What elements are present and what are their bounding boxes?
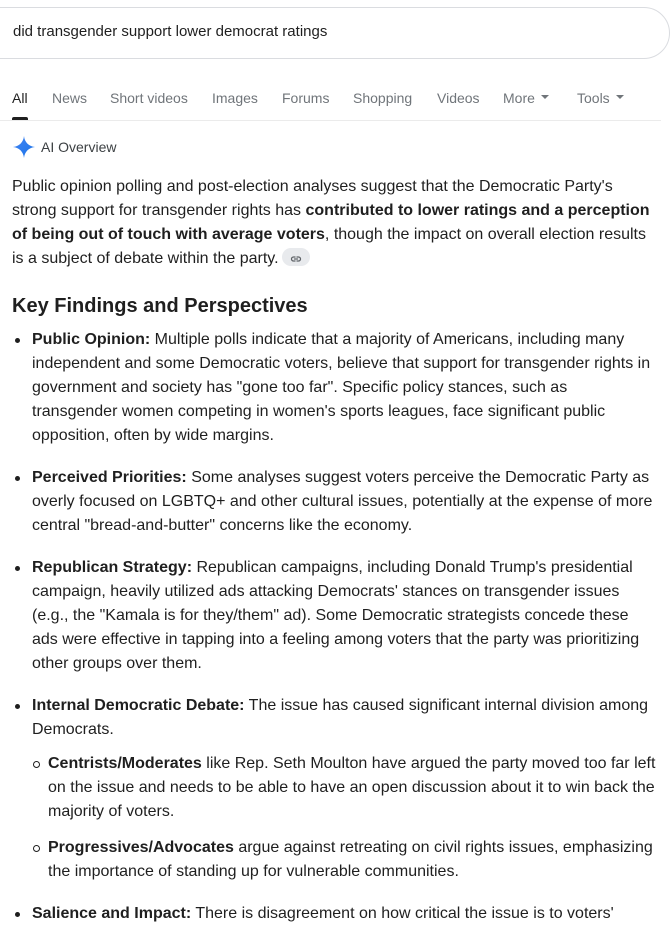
- list-item: [12, 328, 657, 448]
- tab-news[interactable]: News: [52, 90, 88, 106]
- sparkle-icon: [12, 135, 36, 159]
- finding-text: Some analyses suggest voters perceive the Democratic Party as overly focused on LGBTQ+ and other cultural issues, potentially at the expense of more central "bread-and-butter" concerns like the economy.: [32, 469, 653, 534]
- search-input[interactable]: did transgender support lower democrat ratings: [13, 23, 328, 40]
- tab-images[interactable]: Images: [212, 90, 258, 106]
- list-item: [12, 694, 657, 884]
- source-link-chip[interactable]: [282, 248, 310, 266]
- sub-list: [32, 752, 657, 884]
- summary-text-bold: contributed to lower ratings and a perception of being out of touch with average voters: [12, 202, 650, 243]
- sub-item-text: like Rep. Seth Moulton have argued the party moved too far left on the issue and needs to be able to have an open discussion about it to win back the majority of voters.: [48, 755, 656, 820]
- finding-text: There is disagreement on how critical the issue is to voters': [191, 905, 614, 922]
- list-item: [12, 556, 657, 676]
- link-icon: [290, 254, 302, 264]
- finding-text: The issue has caused significant internal division among Democrats.: [32, 697, 649, 738]
- finding-title: Salience and Impact:: [32, 905, 192, 922]
- tab-forums[interactable]: Forums: [282, 90, 330, 106]
- tab-tools[interactable]: [577, 90, 624, 106]
- finding-text: Republican campaigns, including Donald Trump's presidential campaign, heavily utilized ads attacking Democrats' stances on transgender issues (e.g., the "Kamala is for they/them" ad). Some Democratic strategists concede these ads were effective in tapping into a feeling among voters that the party was prioritizing other groups over them.: [32, 559, 640, 672]
- list-item: [12, 902, 657, 926]
- sub-list-item: [32, 752, 657, 824]
- tab-videos[interactable]: Videos: [437, 90, 480, 106]
- finding-title: Internal Democratic Debate:: [32, 697, 245, 714]
- chevron-down-icon: [541, 95, 549, 99]
- sub-item-title: Progressives/Advocates: [48, 839, 234, 856]
- tab-tools-label: Tools: [577, 90, 610, 106]
- list-item: [12, 466, 657, 538]
- finding-text: Multiple polls indicate that a majority of Americans, including many independent and some Democratic voters, believe that support for transgender rights in government and society has "gone too far". Specific policy stances, such as transgender women competing in women's sports leagues, face significant public opposition, often by wide margins.: [32, 331, 651, 444]
- chevron-down-icon: [616, 95, 624, 99]
- sub-list-item: [32, 836, 657, 884]
- summary-text-start: Public opinion polling and post-election analyses suggest that the Democratic Party's strong support for transgender rights has: [12, 178, 613, 219]
- tab-more[interactable]: [503, 90, 549, 106]
- sub-item-text: argue against retreating on civil rights issues, emphasizing the importance of standing up for vulnerable communities.: [48, 839, 653, 880]
- findings-list: [12, 328, 657, 944]
- tab-shopping[interactable]: Shopping: [353, 90, 413, 106]
- tab-short-videos[interactable]: Short videos: [110, 90, 188, 106]
- search-tabs: [0, 88, 661, 120]
- finding-title: Perceived Priorities:: [32, 469, 187, 486]
- section-heading: Key Findings and Perspectives: [12, 295, 308, 317]
- tab-more-label: More: [503, 90, 535, 106]
- ai-overview-header: [12, 135, 116, 159]
- tab-all[interactable]: All: [12, 90, 28, 106]
- ai-overview-label: AI Overview: [41, 139, 117, 155]
- summary-text-end: , though the impact on overall election results is a subject of debate within the party.: [12, 226, 646, 267]
- tabs-divider: [0, 120, 661, 121]
- finding-title: Public Opinion:: [32, 331, 151, 348]
- sub-item-title: Centrists/Moderates: [48, 755, 202, 772]
- ai-overview-summary: [12, 175, 652, 271]
- finding-title: Republican Strategy:: [32, 559, 193, 576]
